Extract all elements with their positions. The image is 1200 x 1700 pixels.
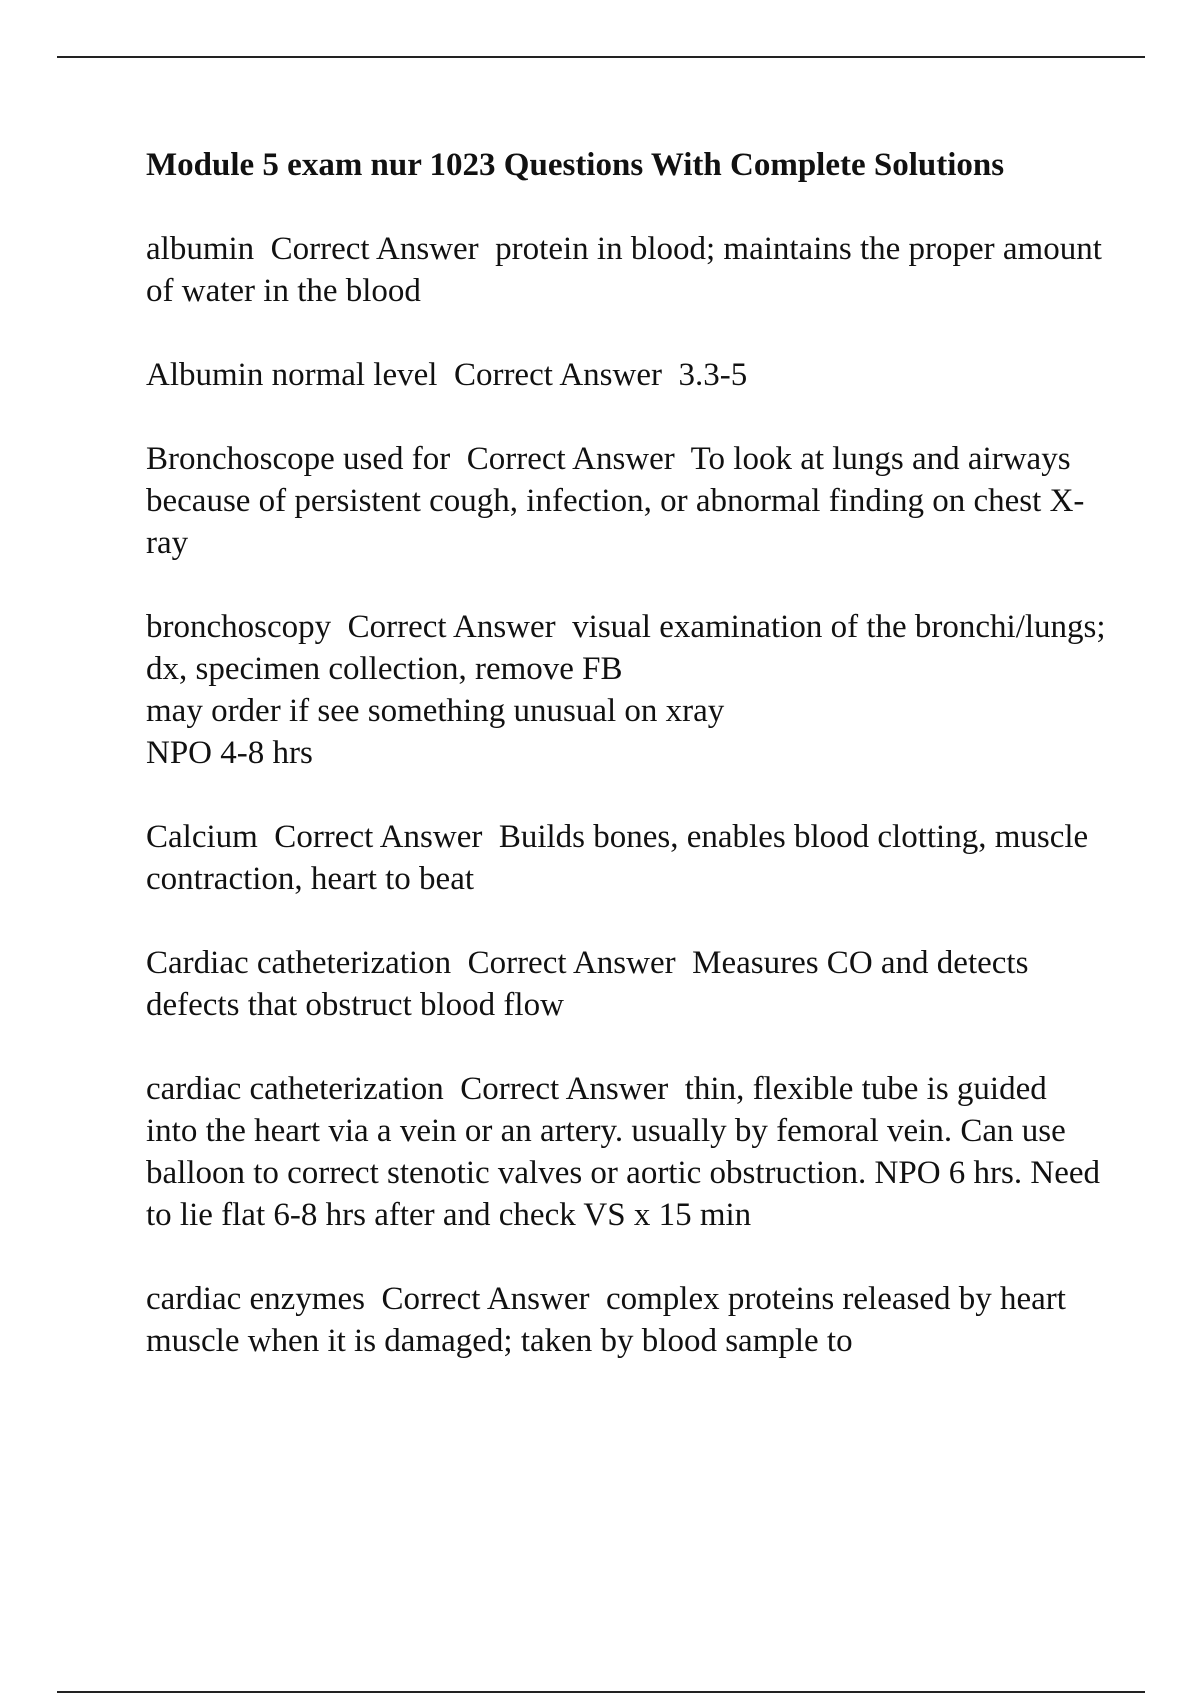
entry-cardiac-enzymes: cardiac enzymes Correct Answer complex proteins released by heart muscle when it is damaged; taken by blood sample to bbox=[146, 1281, 1075, 1359]
entry-cardiac-catheterization-tube: cardiac catheterization Correct Answer thin, flexible tube is guided into the heart via a vein or an artery. usually by femoral vein. Can use balloon to correct stenotic valves or aortic obstruction. NPO 6 hrs. Need to lie flat 6-8 hrs after and check VS x 15 min bbox=[146, 1071, 1109, 1233]
entry-albumin: albumin Correct Answer protein in blood; maintains the proper amount of water in the blood bbox=[146, 231, 1111, 309]
entry-bronchoscope-used-for: Bronchoscope used for Correct Answer To look at lungs and airways because of persistent cough, infection, or abnormal finding on chest X-ray bbox=[146, 441, 1085, 561]
top-rule bbox=[57, 56, 1145, 58]
entry-cardiac-catheterization-co: Cardiac catheterization Correct Answer Measures CO and detects defects that obstruct blood flow bbox=[146, 945, 1037, 1023]
entry-albumin-normal-level: Albumin normal level Correct Answer 3.3-5 bbox=[146, 357, 748, 393]
entry-calcium: Calcium Correct Answer Builds bones, enables blood clotting, muscle contraction, heart to beat bbox=[146, 819, 1097, 897]
entry-bronchoscopy: bronchoscopy Correct Answer visual examination of the bronchi/lungs; dx, specimen collection, remove FB may order if see something unusual on xray NPO 4-8 hrs bbox=[146, 609, 1106, 771]
bottom-rule bbox=[57, 1691, 1145, 1693]
document-body bbox=[146, 144, 1111, 1404]
document-title: Module 5 exam nur 1023 Questions With Complete Solutions bbox=[146, 147, 1005, 183]
